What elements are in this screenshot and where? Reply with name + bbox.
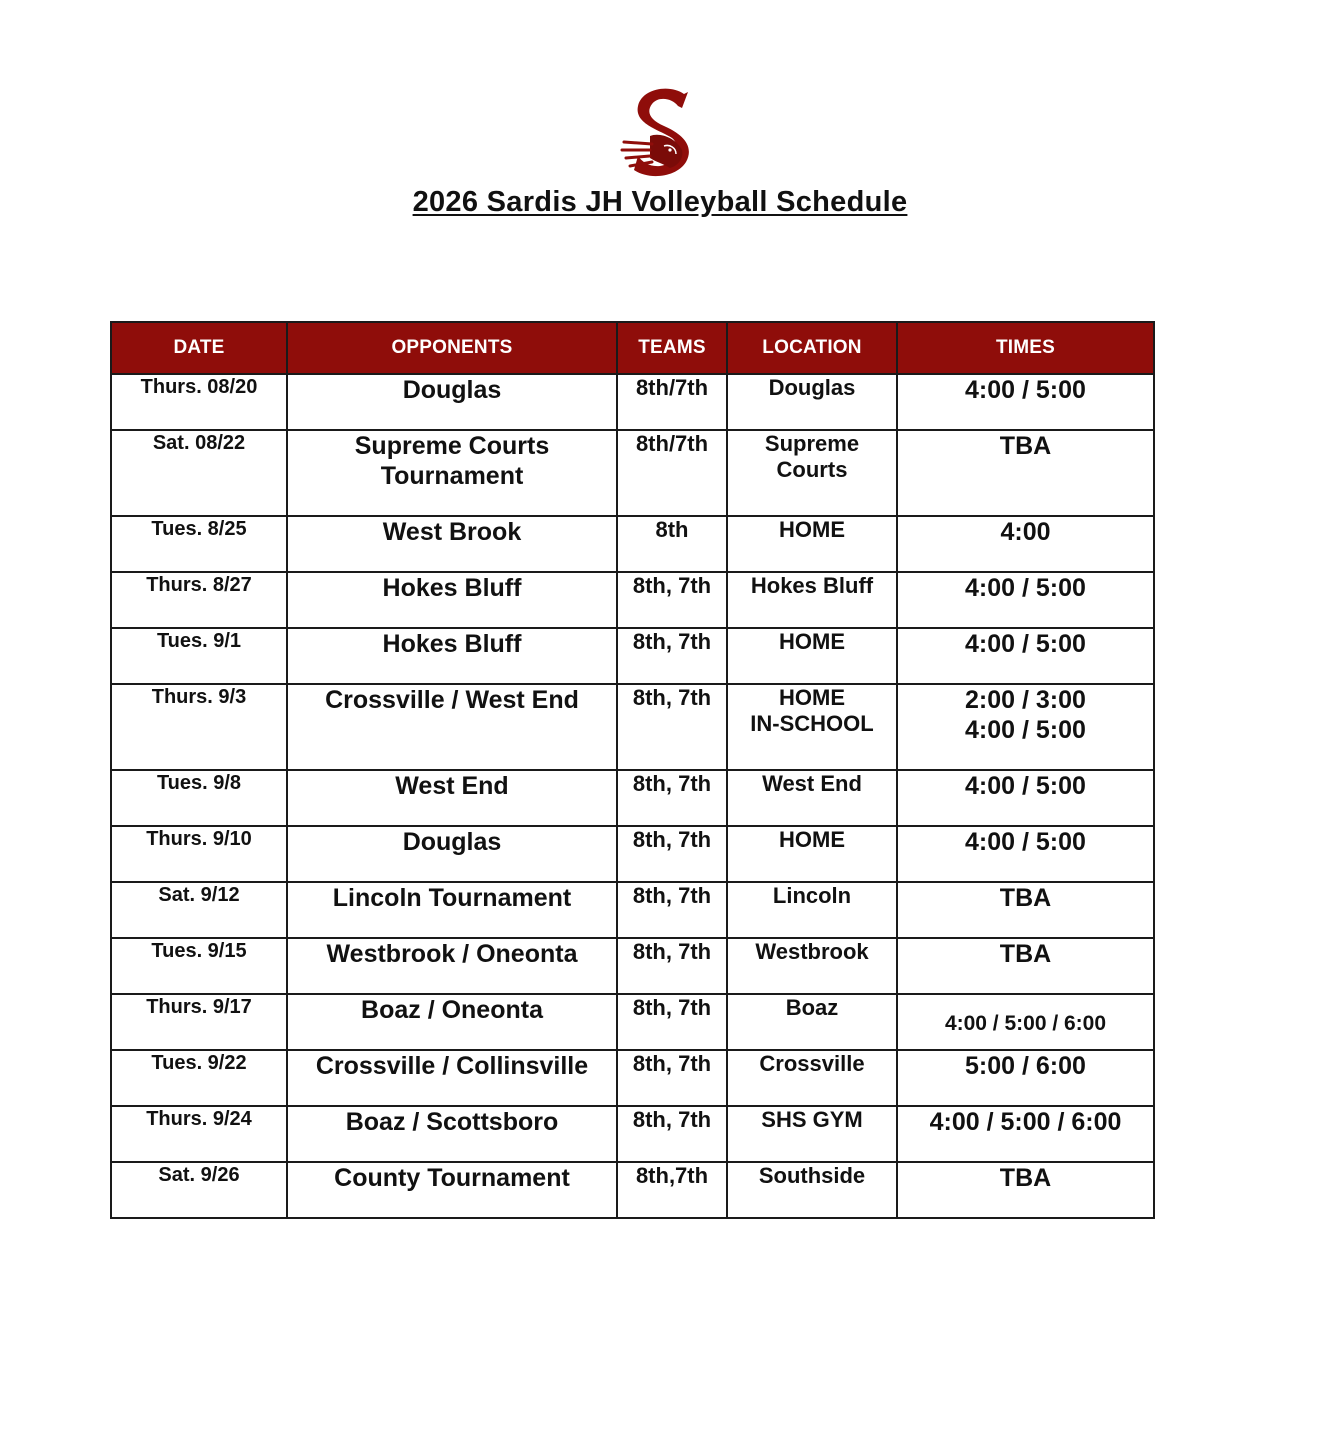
opponents-cell (287, 516, 617, 572)
column-header-teams: TEAMS (617, 322, 727, 374)
opponents-cell (287, 1050, 617, 1106)
location-cell-line: Douglas (768, 375, 856, 400)
location-cell-line: Westbrook (755, 939, 869, 964)
date-cell: Tues. 9/1 (111, 628, 287, 684)
column-header-date: DATE (111, 322, 287, 374)
location-cell-line: Courts (776, 457, 848, 483)
location-cell (727, 938, 897, 994)
location-cell (727, 684, 897, 770)
teams-cell: 8th, 7th (617, 770, 727, 826)
table-row (111, 1050, 1154, 1106)
location-cell (727, 628, 897, 684)
table-header-row (111, 322, 1154, 374)
times-cell (897, 1050, 1154, 1106)
opponents-cell-line: Hokes Bluff (382, 574, 522, 602)
teams-cell: 8th/7th (617, 374, 727, 430)
location-cell-line: Crossville (759, 1051, 865, 1076)
date-cell: Thurs. 9/10 (111, 826, 287, 882)
times-cell-line: TBA (999, 884, 1052, 912)
table-row (111, 1162, 1154, 1218)
location-cell-line: Lincoln (772, 883, 852, 908)
location-cell-line: Supreme (764, 431, 860, 456)
times-cell (897, 826, 1154, 882)
table-row (111, 628, 1154, 684)
times-cell-line: 5:00 / 6:00 (965, 1052, 1086, 1080)
times-cell (897, 430, 1154, 516)
date-cell: Sat. 9/12 (111, 882, 287, 938)
date-cell: Sat. 08/22 (111, 430, 287, 516)
times-cell-line: 4:00 / 5:00 (965, 630, 1086, 658)
opponents-cell-line: Tournament (380, 462, 524, 490)
opponents-cell (287, 994, 617, 1050)
table-row (111, 374, 1154, 430)
location-cell-line: SHS GYM (761, 1107, 863, 1132)
times-cell-line: 4:00 / 5:00 (965, 772, 1086, 800)
times-cell-line: TBA (999, 432, 1052, 460)
opponents-cell-line: Douglas (402, 376, 502, 404)
location-cell (727, 1162, 897, 1218)
opponents-cell (287, 826, 617, 882)
times-cell-line: 2:00 / 3:00 (965, 686, 1086, 714)
opponents-cell-line: Supreme Courts (354, 432, 550, 460)
table-row (111, 684, 1154, 770)
column-header-times: TIMES (897, 322, 1154, 374)
table-row (111, 882, 1154, 938)
times-cell-line: 4:00 / 5:00 / 6:00 (929, 1108, 1122, 1136)
teams-cell: 8th, 7th (617, 572, 727, 628)
times-cell (897, 374, 1154, 430)
location-cell-line: HOME (779, 517, 845, 542)
location-cell (727, 770, 897, 826)
times-cell (897, 572, 1154, 628)
date-cell: Sat. 9/26 (111, 1162, 287, 1218)
times-cell (897, 882, 1154, 938)
location-cell-line: HOME (779, 685, 845, 710)
opponents-cell-line: Westbrook / Oneonta (326, 940, 578, 968)
times-cell-line: 4:00 / 5:00 (965, 828, 1086, 856)
times-cell-line: TBA (999, 940, 1052, 968)
date-cell: Tues. 9/15 (111, 938, 287, 994)
times-cell (897, 770, 1154, 826)
date-cell: Tues. 8/25 (111, 516, 287, 572)
times-cell (897, 1106, 1154, 1162)
teams-cell: 8th, 7th (617, 938, 727, 994)
location-cell-line: IN-SCHOOL (750, 711, 874, 737)
location-cell (727, 430, 897, 516)
table-row (111, 938, 1154, 994)
date-cell: Thurs. 9/17 (111, 994, 287, 1050)
times-cell-line: 4:00 / 5:00 / 6:00 (944, 1012, 1107, 1035)
location-cell-line: West End (762, 771, 862, 796)
times-cell-line: 4:00 / 5:00 (965, 716, 1086, 744)
opponents-cell-line: Crossville / West End (325, 686, 579, 714)
opponents-cell-line: West End (395, 772, 509, 800)
schedule-table (110, 321, 1155, 1219)
table-row (111, 572, 1154, 628)
teams-cell: 8th, 7th (617, 684, 727, 770)
times-cell (897, 684, 1154, 770)
table-row (111, 994, 1154, 1050)
location-cell (727, 516, 897, 572)
opponents-cell-line: Boaz / Oneonta (361, 996, 543, 1024)
schedule-table-body (111, 374, 1154, 1218)
teams-cell: 8th, 7th (617, 628, 727, 684)
location-cell (727, 994, 897, 1050)
date-cell: Thurs. 9/24 (111, 1106, 287, 1162)
table-row (111, 826, 1154, 882)
opponents-cell-line: County Tournament (334, 1164, 570, 1192)
location-cell-line: Southside (758, 1163, 866, 1188)
teams-cell: 8th, 7th (617, 1106, 727, 1162)
opponents-cell (287, 1106, 617, 1162)
opponents-cell (287, 374, 617, 430)
teams-cell: 8th,7th (617, 1162, 727, 1218)
location-cell (727, 572, 897, 628)
location-cell (727, 1106, 897, 1162)
location-cell (727, 1050, 897, 1106)
page-title: 2026 Sardis JH Volleyball Schedule (412, 186, 908, 218)
column-header-opponents: OPPONENTS (287, 322, 617, 374)
table-row (111, 430, 1154, 516)
sardis-lion-s-logo-icon (620, 86, 700, 178)
opponents-cell (287, 628, 617, 684)
times-cell-line: 4:00 / 5:00 (965, 574, 1086, 602)
opponents-cell (287, 882, 617, 938)
opponents-cell-line: Douglas (402, 828, 502, 856)
times-cell-line: 4:00 / 5:00 (965, 376, 1086, 404)
times-cell-line: TBA (999, 1164, 1052, 1192)
opponents-cell (287, 430, 617, 516)
teams-cell: 8th, 7th (617, 994, 727, 1050)
times-cell (897, 994, 1154, 1050)
date-cell: Thurs. 8/27 (111, 572, 287, 628)
location-cell (727, 882, 897, 938)
opponents-cell (287, 684, 617, 770)
teams-cell: 8th, 7th (617, 882, 727, 938)
location-cell-line: Boaz (785, 995, 839, 1020)
column-header-location: LOCATION (727, 322, 897, 374)
opponents-cell-line: Crossville / Collinsville (315, 1052, 589, 1080)
opponents-cell (287, 1162, 617, 1218)
teams-cell: 8th/7th (617, 430, 727, 516)
teams-cell: 8th, 7th (617, 826, 727, 882)
opponents-cell-line: Lincoln Tournament (332, 884, 572, 912)
location-cell (727, 374, 897, 430)
times-cell (897, 1162, 1154, 1218)
opponents-cell-line: Boaz / Scottsboro (345, 1108, 559, 1136)
times-cell (897, 938, 1154, 994)
location-cell (727, 826, 897, 882)
table-row (111, 770, 1154, 826)
opponents-cell (287, 938, 617, 994)
times-cell (897, 628, 1154, 684)
times-cell (897, 516, 1154, 572)
opponents-cell-line: West Brook (382, 518, 522, 546)
date-cell: Tues. 9/8 (111, 770, 287, 826)
opponents-cell (287, 770, 617, 826)
opponents-cell-line: Hokes Bluff (382, 630, 522, 658)
date-cell: Thurs. 08/20 (111, 374, 287, 430)
location-cell-line: HOME (779, 629, 845, 654)
times-cell-line: 4:00 (1000, 518, 1051, 546)
opponents-cell (287, 572, 617, 628)
teams-cell: 8th (617, 516, 727, 572)
date-cell: Thurs. 9/3 (111, 684, 287, 770)
teams-cell: 8th, 7th (617, 1050, 727, 1106)
table-row (111, 516, 1154, 572)
date-cell: Tues. 9/22 (111, 1050, 287, 1106)
location-cell-line: HOME (779, 827, 845, 852)
location-cell-line: Hokes Bluff (750, 573, 874, 598)
table-row (111, 1106, 1154, 1162)
